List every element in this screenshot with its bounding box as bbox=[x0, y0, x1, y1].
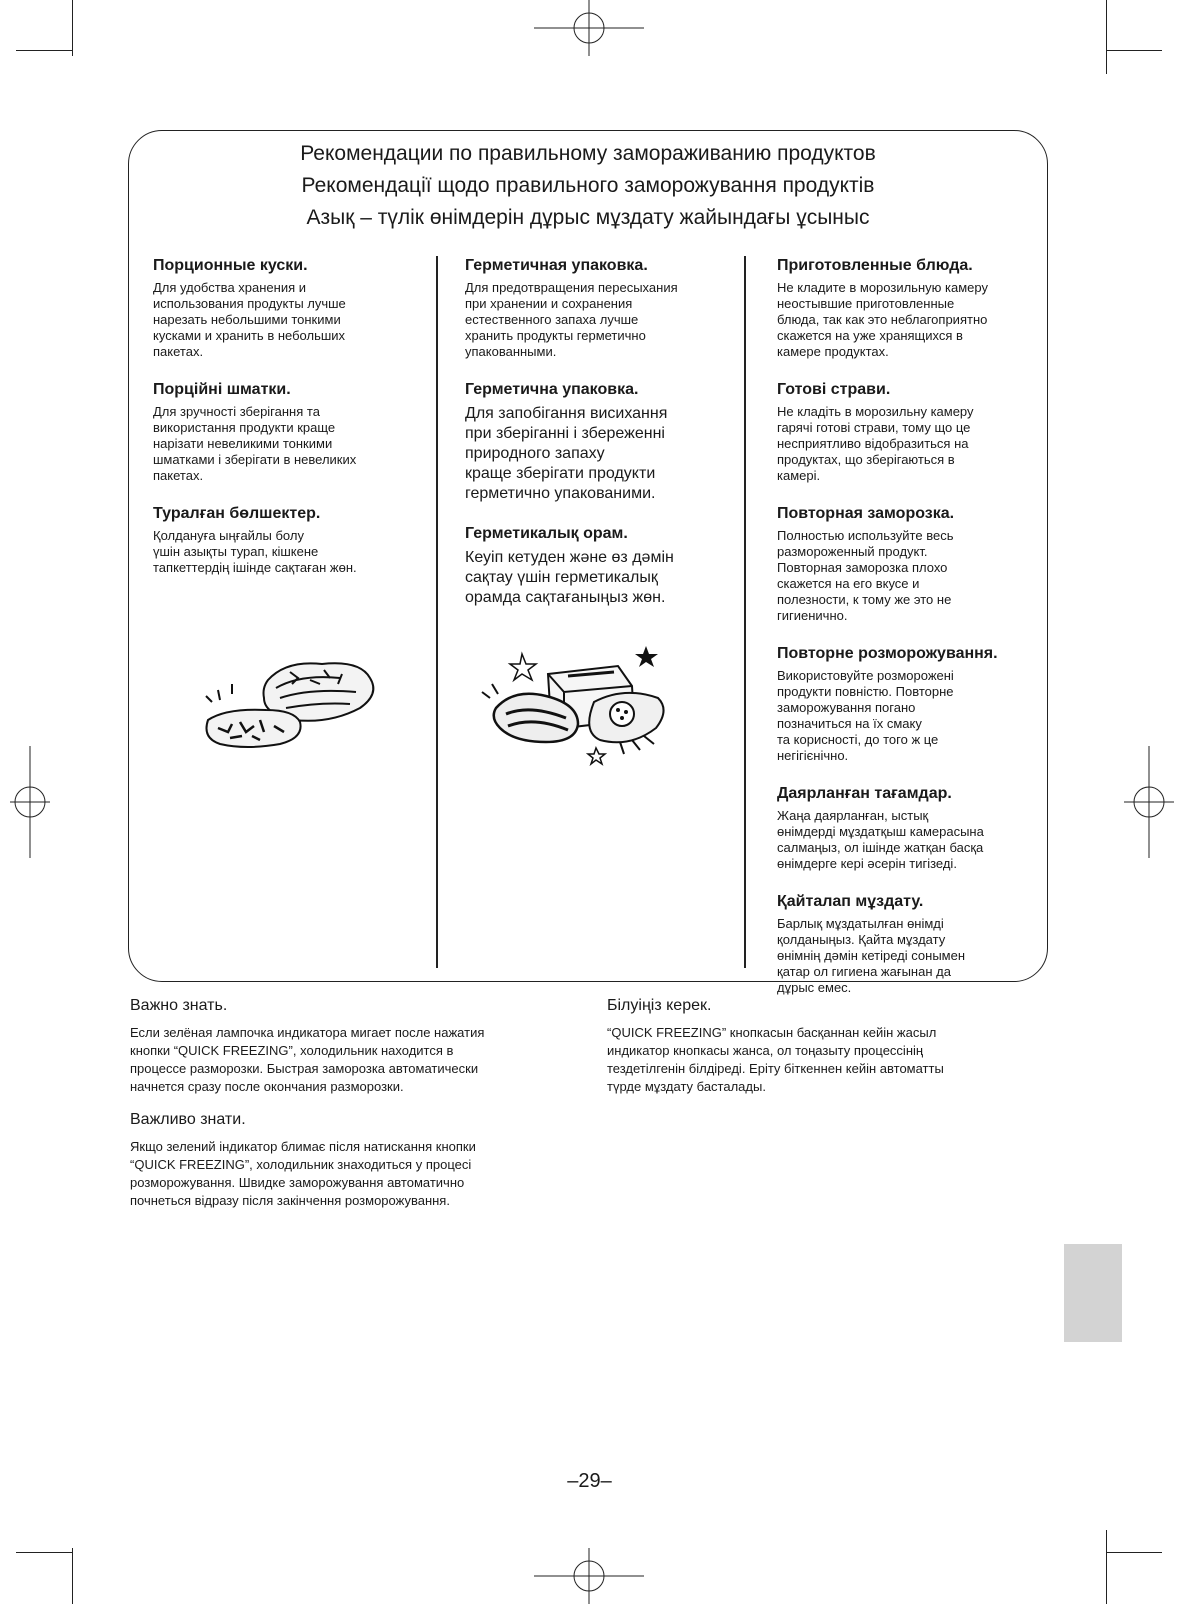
title-kk: Азық – түлік өнімдерін дұрыс мұздату жайындағы ұсыныс bbox=[306, 206, 870, 229]
section-heading: Герметикалық орам. bbox=[465, 525, 628, 542]
section-heading: Готові страви. bbox=[777, 381, 891, 398]
crop-mark bbox=[1106, 50, 1162, 51]
crop-mark bbox=[1106, 0, 1107, 74]
crop-mark bbox=[16, 1552, 72, 1553]
registration-mark-bottom bbox=[534, 1548, 644, 1604]
registration-mark-left bbox=[10, 746, 50, 858]
crop-mark bbox=[72, 1548, 73, 1604]
section-tab bbox=[1064, 1244, 1122, 1342]
section-heading: Туралған бөлшектер. bbox=[153, 505, 321, 522]
section-heading: Герметична упаковка. bbox=[465, 381, 639, 398]
section-text: Для запобігання висихання при зберіганні і збереженні природного запаху краще зберігати продукти герметично упакованими. bbox=[465, 405, 668, 502]
column-packaging bbox=[465, 256, 737, 628]
note-text: “QUICK FREEZING” кнопкасын басқаннан кейін жасыл индикатор кнопкасы жанса, ол тоңазыту процессінің тездетілгенін білдіреді. Еріту біткеннен кейін автоматты түрде мұздату басталады. bbox=[607, 1025, 944, 1094]
section-heading: Даярланған тағамдар. bbox=[777, 785, 952, 802]
column-divider bbox=[744, 256, 746, 968]
page-number: –29– bbox=[567, 1470, 612, 1492]
section-heading: Порційні шматки. bbox=[153, 381, 291, 398]
section-text: Кеуіп кетуден және өз дәмін сақтау үшін герметикалық орамда сақтағаныңыз жөн. bbox=[465, 549, 674, 606]
section-text: Барлық мұздатылған өнімді қолданыңыз. Қайта мұздату өнімнің дәмін кетіреді сонымен қатар ол гигиена жағынан да дұрыс емес. bbox=[777, 916, 966, 995]
section-text: Не кладите в морозильную камеру неостывшие приготовленные блюда, так как это неблагоприятно скажется на уже хранящихся в камере продуктах. bbox=[777, 280, 988, 359]
section-text: Для удобства хранения и использования продукты лучше нарезать небольшими тонкими кусками и хранить в небольших пакетах. bbox=[153, 280, 346, 359]
title-uk: Рекомендації щодо правильного заморожування продуктів bbox=[301, 174, 875, 197]
section-text: Жаңа даярланған, ыстық өнімдерді мұздатқыш камерасына салмаңыз, ол ішінде жатқан басқа өнімдерге кері әсерін тигізеді. bbox=[777, 808, 984, 871]
section-heading: Герметичная упаковка. bbox=[465, 257, 648, 274]
section-text: Використовуйте розморожені продукти повністю. Повторне заморожування погано позначиться на їх смаку та корисності, до того ж це негігієнічно. bbox=[777, 668, 954, 763]
note-uk bbox=[130, 1110, 590, 1210]
crop-mark bbox=[72, 0, 73, 56]
section-heading: Порционные куски. bbox=[153, 257, 308, 274]
section-heading: Қайталап мұздату. bbox=[777, 893, 924, 910]
crop-mark bbox=[16, 50, 72, 51]
title-ru: Рекомендации по правильному замораживанию продуктов bbox=[300, 142, 876, 165]
section-heading: Повторне розморожування. bbox=[777, 645, 998, 662]
note-heading: Білуіңіз керек. bbox=[607, 997, 712, 1014]
crop-mark bbox=[1106, 1530, 1107, 1604]
section-text: Полностью используйте весь размороженный продукт. Повторная заморозка плохо скажется на его вкусе и полезности, к тому же это не гигиенично. bbox=[777, 528, 954, 623]
section-heading: Повторная заморозка. bbox=[777, 505, 955, 522]
crop-mark bbox=[1106, 1552, 1162, 1553]
registration-mark-right bbox=[1124, 746, 1174, 858]
column-portions bbox=[153, 256, 429, 596]
note-kk bbox=[607, 996, 1067, 1096]
section-text: Қолдануға ыңғайлы болу үшін азықты турап, кішкене тапкеттердің ішінде сақтаған жөн. bbox=[153, 528, 357, 575]
note-text: Если зелёная лампочка индикатора мигает после нажатия кнопки “QUICK FREEZING”, холодильник находится в процессе разморозки. Быстрая заморозка автоматически начнется сразу после окончания разморозки. bbox=[130, 1025, 485, 1094]
titles-block bbox=[128, 138, 1048, 234]
section-heading: Приготовленные блюда. bbox=[777, 257, 973, 274]
section-text: Для предотвращения пересыхания при хранении и сохранения естественного запаха лучше хранить продукты герметично упакованными. bbox=[465, 280, 678, 359]
note-ru bbox=[130, 996, 590, 1096]
meat-portions-illustration bbox=[190, 644, 430, 770]
note-heading: Важливо знати. bbox=[130, 1111, 246, 1128]
registration-mark-top bbox=[534, 0, 644, 56]
section-text: Не кладіть в морозильну камеру гарячі готові страви, тому що це несприятливо відобразиться на продуктах, що зберігаються в камері. bbox=[777, 404, 974, 483]
sealed-packaging-illustration bbox=[474, 644, 714, 770]
column-cooked-dishes bbox=[777, 256, 1039, 1016]
column-divider bbox=[436, 256, 438, 968]
note-text: Якщо зелений індикатор блимає після натискання кнопки “QUICK FREEZING”, холодильник знаходиться у процесі розморожування. Швидке заморожування автоматично почнеться відразу після закінчення розморожування. bbox=[130, 1139, 476, 1208]
section-text: Для зручності зберігання та використання продукти краще нарізати невеликими тонкими шматками і зберігати в невеликих пакетах. bbox=[153, 404, 357, 483]
note-heading: Важно знать. bbox=[130, 997, 228, 1014]
